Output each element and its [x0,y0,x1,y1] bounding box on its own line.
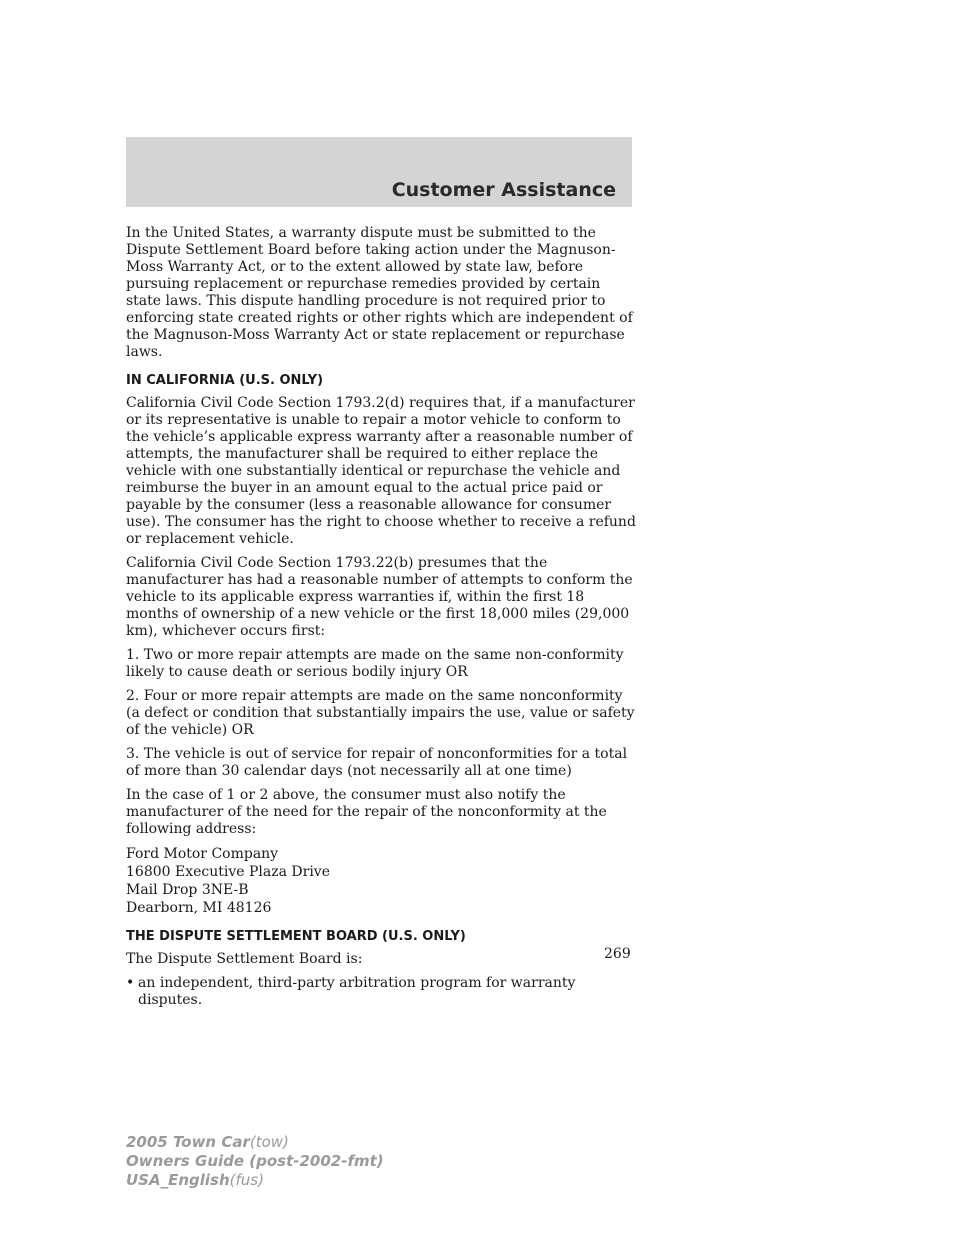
page-content [126,225,636,1009]
address-line-3: Mail Drop 3NE-B [126,882,249,898]
footer-line-2 [126,1152,384,1171]
footer-line-3 [126,1171,384,1190]
footer-language-code: (fus) [229,1171,264,1189]
notify-paragraph: In the case of 1 or 2 above, the consumer must also notify the manufacturer of the need for the repair of the nonconformity at the following address: [126,787,607,837]
section-title: Customer Assistance [391,179,616,201]
page-number: 269 [604,946,631,962]
condition-item-1: 1. Two or more repair attempts are made on the same non-conformity likely to cause death or serious bodily injury OR [126,647,624,680]
intro-paragraph: In the United States, a warranty dispute must be submitted to the Dispute Settlement Board before taking action under the Magnuson-Moss Warranty Act, or to the extent allowed by state law, before pursuing replacement or repurchase remedies provided by certain state laws. This dispute handling procedure is not required prior to enforcing state created rights or other rights which are independent of the Magnuson-Moss Warranty Act or state replacement or repurchase laws. [126,225,633,360]
board-heading: THE DISPUTE SETTLEMENT BOARD (U.S. ONLY) [126,929,466,944]
bullet-text: an independent, third-party arbitration program for warranty disputes. [138,975,576,1008]
address-line-1: Ford Motor Company [126,846,279,862]
footer-line-1 [126,1133,384,1152]
section-header-band [126,137,632,207]
address-line-4: Dearborn, MI 48126 [126,900,272,916]
footer-guide: Owners Guide (post-2002-fmt) [126,1152,384,1170]
footer-language: USA_English [126,1171,230,1189]
california-paragraph-2: California Civil Code Section 1793.22(b) presumes that the manufacturer has had a reasonable number of attempts to conform the vehicle to its applicable express warranties if, within the first 18 months of ownership of a new vehicle or the first 18,000 miles (29,000 km), whichever occurs first: [126,555,633,639]
board-intro: The Dispute Settlement Board is: [126,951,363,967]
document-footer [126,1133,384,1190]
bullet-icon: • [126,975,135,991]
condition-item-3: 3. The vehicle is out of service for repair of nonconformities for a total of more than 30 calendar days (not necessarily all at one time) [126,746,628,779]
california-paragraph-1: California Civil Code Section 1793.2(d) requires that, if a manufacturer or its representative is unable to repair a motor vehicle to conform to the vehicle’s applicable express warranty after a reasonable number of attempts, the manufacturer shall be required to either replace the vehicle with one substantially identical or repurchase the vehicle and reimburse the buyer in an amount equal to the actual price paid or payable by the consumer (less a reasonable allowance for consumer use). The consumer has the right to choose whether to receive a refund or replacement vehicle. [126,395,636,547]
condition-item-2: 2. Four or more repair attempts are made on the same nonconformity (a defect or condition that substantially impairs the use, value or safety of the vehicle) OR [126,688,635,738]
footer-model-code: (tow) [249,1133,289,1151]
california-heading: IN CALIFORNIA (U.S. ONLY) [126,373,324,388]
footer-model: 2005 Town Car [126,1133,250,1151]
mailing-address [126,845,636,917]
address-line-2: 16800 Executive Plaza Drive [126,864,330,880]
bullet-list-item [126,975,636,1009]
